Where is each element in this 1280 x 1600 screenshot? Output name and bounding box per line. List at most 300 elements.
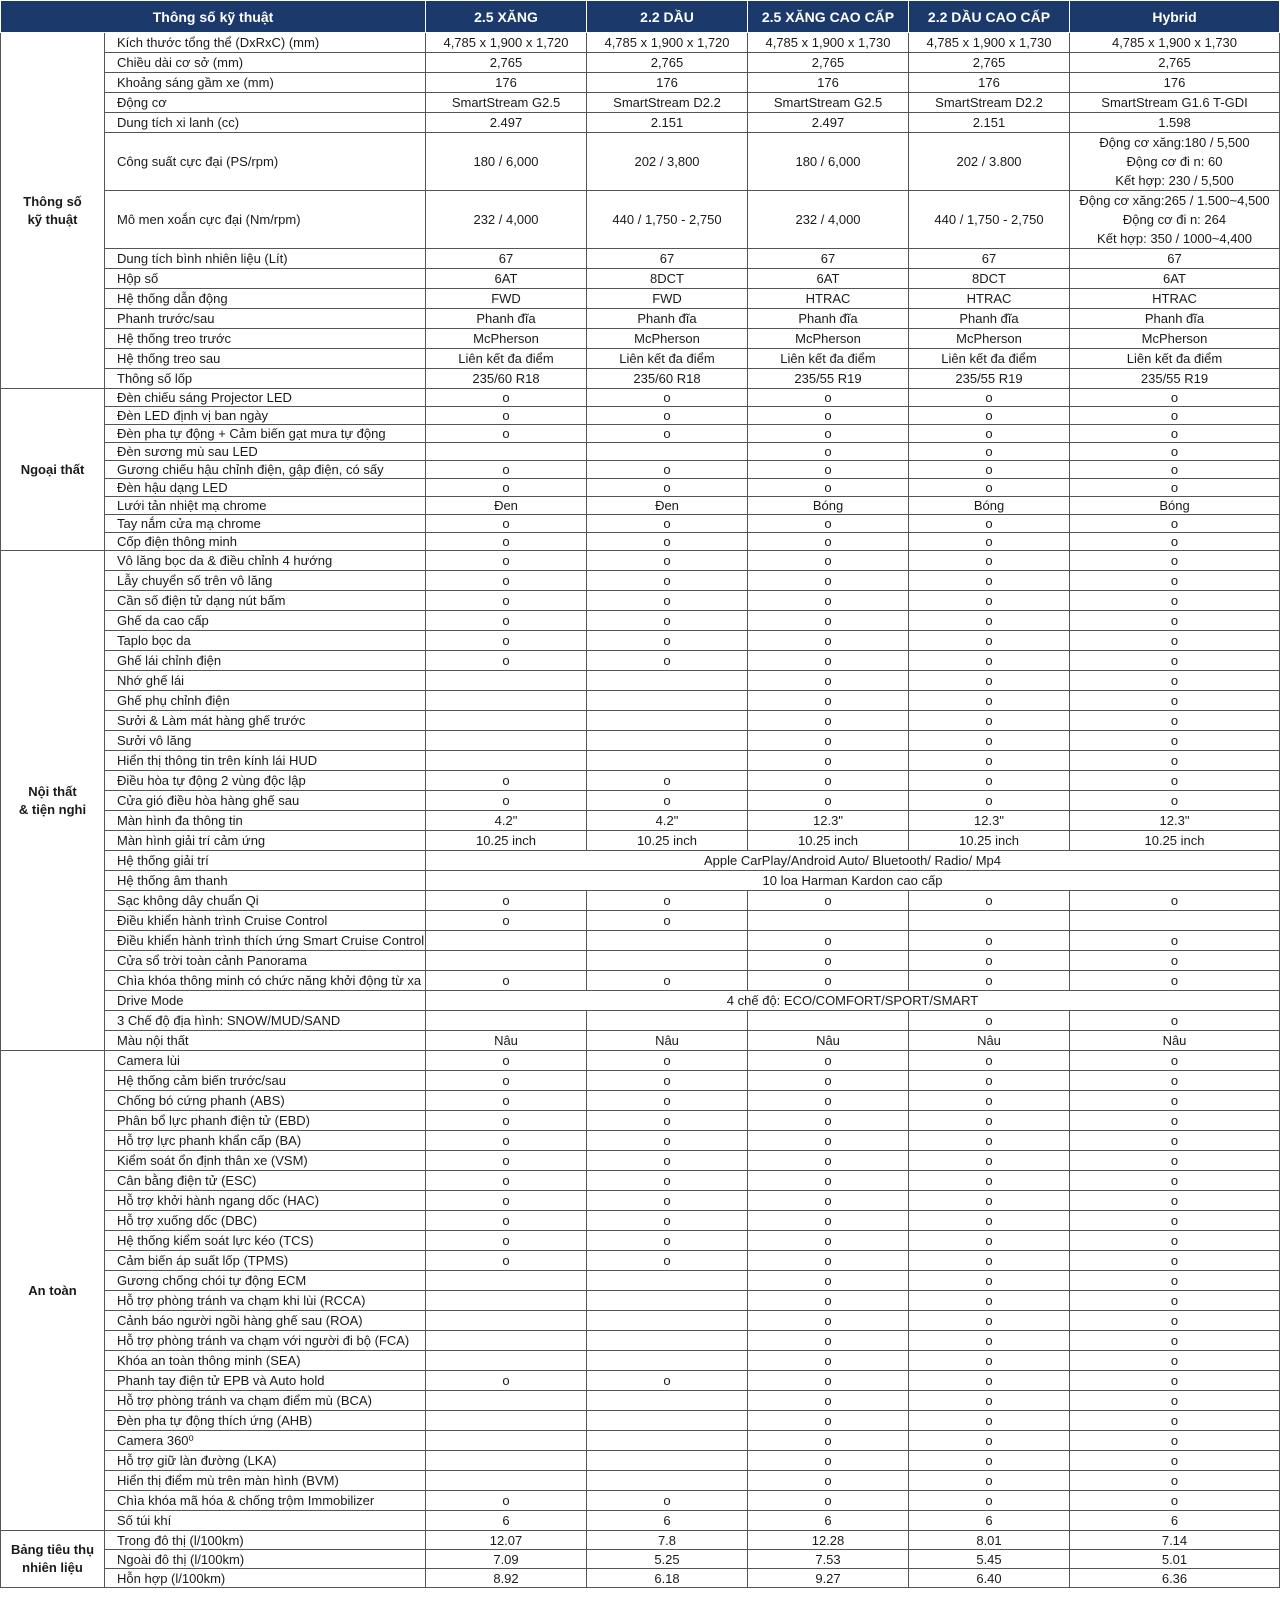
value-cell: o xyxy=(748,479,909,497)
value-cell: o xyxy=(909,407,1070,425)
value-cell: Bóng xyxy=(909,497,1070,515)
value-cell: o xyxy=(909,1291,1070,1311)
value-cell: o xyxy=(748,1171,909,1191)
value-cell: o xyxy=(1070,1151,1280,1171)
table-row xyxy=(1,1331,1280,1351)
value-cell: Nâu xyxy=(909,1031,1070,1051)
table-row xyxy=(1,751,1280,771)
feature-label: Phanh tay điện tử EPB và Auto hold xyxy=(105,1371,426,1391)
value-cell: Nâu xyxy=(426,1031,587,1051)
value-cell: o xyxy=(1070,1371,1280,1391)
table-row xyxy=(1,1231,1280,1251)
value-cell: o xyxy=(748,671,909,691)
value-cell: o xyxy=(748,1231,909,1251)
feature-label: Hệ thống treo sau xyxy=(105,349,426,369)
value-cell: o xyxy=(909,1071,1070,1091)
table-row xyxy=(1,851,1280,871)
feature-label: Cảm biến áp suất lốp (TPMS) xyxy=(105,1251,426,1271)
table-row xyxy=(1,951,1280,971)
value-cell: o xyxy=(1070,1431,1280,1451)
value-cell: Bóng xyxy=(748,497,909,515)
feature-label: Gương chiếu hậu chỉnh điện, gập điện, có sấy xyxy=(105,461,426,479)
value-cell: Đen xyxy=(426,497,587,515)
value-cell: o xyxy=(1070,1111,1280,1131)
value-cell: FWD xyxy=(587,289,748,309)
value-cell: o xyxy=(909,1251,1070,1271)
value-cell: Phanh đĩa xyxy=(909,309,1070,329)
value-cell: SmartStream D2.2 xyxy=(909,93,1070,113)
value-cell: 67 xyxy=(587,249,748,269)
value-cell: Liên kết đa điểm xyxy=(426,349,587,369)
value-cell: o xyxy=(748,1211,909,1231)
table-row xyxy=(1,407,1280,425)
value-cell: 2.151 xyxy=(587,113,748,133)
value-cell: 6.18 xyxy=(587,1569,748,1588)
feature-label: Hỗ trợ khởi hành ngang dốc (HAC) xyxy=(105,1191,426,1211)
value-cell: o xyxy=(909,461,1070,479)
value-cell: o xyxy=(1070,931,1280,951)
value-cell: SmartStream G2.5 xyxy=(426,93,587,113)
value-cell: o xyxy=(1070,591,1280,611)
value-cell: 176 xyxy=(748,73,909,93)
table-row xyxy=(1,771,1280,791)
feature-label: Dung tích xi lanh (cc) xyxy=(105,113,426,133)
feature-label: Chống bó cứng phanh (ABS) xyxy=(105,1091,426,1111)
value-cell xyxy=(587,1291,748,1311)
value-cell: o xyxy=(587,461,748,479)
value-cell: o xyxy=(1070,1191,1280,1211)
feature-label: Camera lùi xyxy=(105,1051,426,1071)
value-cell: Phanh đĩa xyxy=(587,309,748,329)
feature-label: Hỗ trợ phòng tránh va chạm với người đi bộ (FCA) xyxy=(105,1331,426,1351)
value-cell: Phanh đĩa xyxy=(1070,309,1280,329)
value-cell: o xyxy=(1070,691,1280,711)
feature-label: Cảnh báo người ngồi hàng ghế sau (ROA) xyxy=(105,1311,426,1331)
merged-value-cell: Apple CarPlay/Android Auto/ Bluetooth/ Radio/ Mp4 xyxy=(426,851,1280,871)
value-cell: 5.01 xyxy=(1070,1550,1280,1569)
feature-label: Dung tích bình nhiên liệu (Lít) xyxy=(105,249,426,269)
value-cell xyxy=(426,1011,587,1031)
value-cell: o xyxy=(587,425,748,443)
value-cell: 235/60 R18 xyxy=(426,369,587,389)
table-row xyxy=(1,53,1280,73)
feature-label: Công suất cực đại (PS/rpm) xyxy=(105,133,426,191)
value-cell: 6AT xyxy=(748,269,909,289)
table-row xyxy=(1,497,1280,515)
value-cell: 176 xyxy=(426,73,587,93)
feature-label: Cửa gió điều hòa hàng ghế sau xyxy=(105,791,426,811)
value-cell: o xyxy=(1070,551,1280,571)
feature-label: Hiển thị điểm mù trên màn hình (BVM) xyxy=(105,1471,426,1491)
value-cell: 4.2" xyxy=(426,811,587,831)
value-cell: o xyxy=(1070,631,1280,651)
header-variant: 2.5 XĂNG CAO CẤP xyxy=(748,1,909,33)
value-cell: o xyxy=(1070,1411,1280,1431)
value-cell: o xyxy=(748,1271,909,1291)
value-cell: o xyxy=(909,533,1070,551)
value-cell xyxy=(426,711,587,731)
value-cell: o xyxy=(909,1151,1070,1171)
value-cell: o xyxy=(587,771,748,791)
value-cell: o xyxy=(909,1471,1070,1491)
value-cell: o xyxy=(426,631,587,651)
header-spec-label: Thông số kỹ thuật xyxy=(1,1,426,33)
value-cell: o xyxy=(748,891,909,911)
value-cell: o xyxy=(587,551,748,571)
value-cell: o xyxy=(426,551,587,571)
table-row xyxy=(1,691,1280,711)
value-cell: o xyxy=(909,443,1070,461)
value-cell: 6 xyxy=(587,1511,748,1531)
value-cell: o xyxy=(426,611,587,631)
table-row xyxy=(1,1171,1280,1191)
value-cell: o xyxy=(1070,571,1280,591)
table-row xyxy=(1,711,1280,731)
header-variant: Hybrid xyxy=(1070,1,1280,33)
value-cell: 6AT xyxy=(426,269,587,289)
feature-label: Màn hình đa thông tin xyxy=(105,811,426,831)
value-cell: o xyxy=(1070,751,1280,771)
value-cell: o xyxy=(587,1111,748,1131)
value-cell: o xyxy=(1070,1311,1280,1331)
value-cell xyxy=(426,1351,587,1371)
feature-label: Hộp số xyxy=(105,269,426,289)
table-row xyxy=(1,1569,1280,1588)
feature-label: Hệ thống dẫn động xyxy=(105,289,426,309)
feature-label: Trong đô thị (l/100km) xyxy=(105,1531,426,1550)
value-cell: o xyxy=(1070,1091,1280,1111)
table-row xyxy=(1,991,1280,1011)
table-row xyxy=(1,1191,1280,1211)
feature-label: Màn hình giải trí cảm ứng xyxy=(105,831,426,851)
value-cell: 202 / 3.800 xyxy=(909,133,1070,191)
value-cell: o xyxy=(587,533,748,551)
feature-label: Sưởi vô lăng xyxy=(105,731,426,751)
value-cell: o xyxy=(748,1051,909,1071)
value-cell: o xyxy=(1070,731,1280,751)
value-cell: SmartStream G1.6 T-GDI xyxy=(1070,93,1280,113)
feature-label: Taplo bọc da xyxy=(105,631,426,651)
feature-label: Sưởi & Làm mát hàng ghế trước xyxy=(105,711,426,731)
table-row xyxy=(1,1071,1280,1091)
value-cell xyxy=(587,1351,748,1371)
feature-label: Đèn pha tự động + Cảm biến gạt mưa tự động xyxy=(105,425,426,443)
value-cell: 4,785 x 1,900 x 1,720 xyxy=(587,33,748,53)
table-row xyxy=(1,33,1280,53)
value-cell: o xyxy=(748,1431,909,1451)
value-cell: o xyxy=(1070,515,1280,533)
value-cell: FWD xyxy=(426,289,587,309)
feature-label: Phân bổ lực phanh điện tử (EBD) xyxy=(105,1111,426,1131)
value-cell: 7.14 xyxy=(1070,1531,1280,1550)
value-cell: 2,765 xyxy=(426,53,587,73)
value-cell: 12.3" xyxy=(1070,811,1280,831)
value-cell: o xyxy=(587,651,748,671)
table-row xyxy=(1,871,1280,891)
value-cell: o xyxy=(1070,1231,1280,1251)
table-row xyxy=(1,911,1280,931)
value-cell: o xyxy=(748,461,909,479)
feature-label: Hệ thống âm thanh xyxy=(105,871,426,891)
value-cell: o xyxy=(426,911,587,931)
value-cell: o xyxy=(1070,771,1280,791)
value-cell: 4,785 x 1,900 x 1,730 xyxy=(909,33,1070,53)
value-cell xyxy=(587,931,748,951)
table-row xyxy=(1,1531,1280,1550)
value-cell xyxy=(426,1271,587,1291)
value-cell: o xyxy=(426,1071,587,1091)
value-cell: o xyxy=(748,425,909,443)
feature-label: Điều khiển hành trình Cruise Control xyxy=(105,911,426,931)
value-cell: 6AT xyxy=(1070,269,1280,289)
value-cell: o xyxy=(587,1231,748,1251)
value-cell: o xyxy=(909,515,1070,533)
value-cell: 12.3" xyxy=(748,811,909,831)
table-row xyxy=(1,1491,1280,1511)
value-cell: 176 xyxy=(909,73,1070,93)
feature-label: Phanh trước/sau xyxy=(105,309,426,329)
table-row xyxy=(1,791,1280,811)
value-cell: o xyxy=(1070,1011,1280,1031)
value-cell: 7.53 xyxy=(748,1550,909,1569)
value-cell: o xyxy=(748,631,909,651)
value-cell: o xyxy=(426,971,587,991)
value-cell: 8DCT xyxy=(909,269,1070,289)
value-cell: 4,785 x 1,900 x 1,720 xyxy=(426,33,587,53)
value-cell: o xyxy=(909,1051,1070,1071)
value-cell: o xyxy=(1070,461,1280,479)
value-cell: o xyxy=(748,533,909,551)
value-cell: o xyxy=(748,1351,909,1371)
value-cell: o xyxy=(748,515,909,533)
value-cell: 2,765 xyxy=(1070,53,1280,73)
table-row xyxy=(1,425,1280,443)
value-cell xyxy=(587,1331,748,1351)
feature-label: Đèn sương mù sau LED xyxy=(105,443,426,461)
value-cell: o xyxy=(909,1491,1070,1511)
feature-label: Nhớ ghế lái xyxy=(105,671,426,691)
value-cell: o xyxy=(426,1171,587,1191)
value-cell: o xyxy=(748,1411,909,1431)
table-row xyxy=(1,191,1280,249)
header-variant: 2.5 XĂNG xyxy=(426,1,587,33)
value-cell: o xyxy=(587,1091,748,1111)
value-cell: 4,785 x 1,900 x 1,730 xyxy=(1070,33,1280,53)
value-cell: o xyxy=(587,1251,748,1271)
feature-label: Đèn LED định vị ban ngày xyxy=(105,407,426,425)
value-cell: o xyxy=(426,425,587,443)
value-cell: 10.25 inch xyxy=(748,831,909,851)
table-row xyxy=(1,1451,1280,1471)
value-cell xyxy=(426,1291,587,1311)
value-cell: o xyxy=(587,389,748,407)
value-cell: 67 xyxy=(426,249,587,269)
feature-label: Cửa sổ trời toàn cảnh Panorama xyxy=(105,951,426,971)
value-cell: 2.497 xyxy=(426,113,587,133)
table-row xyxy=(1,515,1280,533)
value-cell xyxy=(587,443,748,461)
value-cell: o xyxy=(587,1051,748,1071)
feature-label: Hỗn hợp (l/100km) xyxy=(105,1569,426,1588)
feature-label: Ghế phụ chỉnh điện xyxy=(105,691,426,711)
value-cell: o xyxy=(587,891,748,911)
value-cell: o xyxy=(748,951,909,971)
value-cell: o xyxy=(1070,1491,1280,1511)
table-row xyxy=(1,1550,1280,1569)
value-cell: o xyxy=(748,443,909,461)
value-cell: o xyxy=(748,771,909,791)
value-cell: o xyxy=(909,1211,1070,1231)
value-cell xyxy=(587,731,748,751)
value-cell: o xyxy=(426,461,587,479)
value-cell xyxy=(587,1391,748,1411)
value-cell: o xyxy=(1070,1351,1280,1371)
value-cell: 202 / 3,800 xyxy=(587,133,748,191)
value-cell: o xyxy=(587,407,748,425)
table-row xyxy=(1,731,1280,751)
feature-label: Hỗ trợ giữ làn đường (LKA) xyxy=(105,1451,426,1471)
feature-label: Hệ thống giải trí xyxy=(105,851,426,871)
value-cell xyxy=(587,951,748,971)
value-cell xyxy=(587,1471,748,1491)
value-cell: Liên kết đa điểm xyxy=(587,349,748,369)
table-row xyxy=(1,831,1280,851)
value-cell: o xyxy=(587,479,748,497)
value-cell: o xyxy=(1070,1451,1280,1471)
header-variant: 2.2 DẦU xyxy=(587,1,748,33)
table-row xyxy=(1,891,1280,911)
value-cell: o xyxy=(748,571,909,591)
merged-value-cell: 10 loa Harman Kardon cao cấp xyxy=(426,871,1280,891)
value-cell: o xyxy=(1070,1391,1280,1411)
feature-label: Hệ thống cảm biến trước/sau xyxy=(105,1071,426,1091)
value-cell xyxy=(587,691,748,711)
value-cell: 235/55 R19 xyxy=(748,369,909,389)
value-cell xyxy=(426,1331,587,1351)
table-row xyxy=(1,1031,1280,1051)
value-cell: o xyxy=(426,1491,587,1511)
feature-label: Khoảng sáng gầm xe (mm) xyxy=(105,73,426,93)
value-cell xyxy=(426,931,587,951)
feature-label: Đèn hậu dạng LED xyxy=(105,479,426,497)
value-cell: o xyxy=(1070,891,1280,911)
feature-label: Cốp điện thông minh xyxy=(105,533,426,551)
value-cell: 12.3" xyxy=(909,811,1070,831)
value-cell: o xyxy=(426,591,587,611)
value-cell: o xyxy=(748,751,909,771)
value-cell: o xyxy=(909,611,1070,631)
value-cell: o xyxy=(1070,651,1280,671)
value-cell: o xyxy=(426,1211,587,1231)
value-cell xyxy=(587,711,748,731)
value-cell: o xyxy=(909,931,1070,951)
value-cell: Nâu xyxy=(587,1031,748,1051)
table-row xyxy=(1,443,1280,461)
value-cell xyxy=(587,1271,748,1291)
value-cell: o xyxy=(748,1151,909,1171)
table-row xyxy=(1,1131,1280,1151)
value-cell: o xyxy=(748,1451,909,1471)
value-cell: o xyxy=(909,1371,1070,1391)
value-cell: o xyxy=(426,1151,587,1171)
table-row xyxy=(1,611,1280,631)
value-cell: o xyxy=(909,1191,1070,1211)
value-cell: 235/55 R19 xyxy=(909,369,1070,389)
table-row xyxy=(1,971,1280,991)
value-cell: o xyxy=(909,631,1070,651)
value-cell: 12.07 xyxy=(426,1531,587,1550)
table-row xyxy=(1,571,1280,591)
value-cell: o xyxy=(909,1431,1070,1451)
value-cell xyxy=(587,1411,748,1431)
value-cell: McPherson xyxy=(426,329,587,349)
value-cell: o xyxy=(748,1371,909,1391)
feature-label: Kiểm soát ổn định thân xe (VSM) xyxy=(105,1151,426,1171)
value-cell: o xyxy=(909,791,1070,811)
value-cell xyxy=(587,1451,748,1471)
feature-label: Chìa khóa mã hóa & chống trộm Immobilizer xyxy=(105,1491,426,1511)
value-cell: o xyxy=(426,651,587,671)
value-cell xyxy=(587,1431,748,1451)
table-row xyxy=(1,631,1280,651)
value-cell: o xyxy=(909,1271,1070,1291)
value-cell: o xyxy=(748,731,909,751)
value-cell: o xyxy=(1070,389,1280,407)
value-cell: SmartStream D2.2 xyxy=(587,93,748,113)
value-cell: o xyxy=(909,771,1070,791)
value-cell: o xyxy=(426,791,587,811)
value-cell: o xyxy=(1070,671,1280,691)
section-label: Nội thất & tiện nghi xyxy=(1,551,105,1051)
value-cell: o xyxy=(587,1071,748,1091)
value-cell: o xyxy=(909,1451,1070,1471)
value-cell xyxy=(426,671,587,691)
table-row xyxy=(1,1411,1280,1431)
value-cell: o xyxy=(587,611,748,631)
value-cell: o xyxy=(587,1211,748,1231)
value-cell: Liên kết đa điểm xyxy=(909,349,1070,369)
feature-label: Hỗ trợ phòng tránh va chạm điểm mù (BCA) xyxy=(105,1391,426,1411)
value-cell: o xyxy=(426,771,587,791)
value-cell: o xyxy=(909,551,1070,571)
value-cell: 6 xyxy=(1070,1511,1280,1531)
feature-label: Ghế lái chỉnh điện xyxy=(105,651,426,671)
value-cell: McPherson xyxy=(748,329,909,349)
value-cell: o xyxy=(909,1111,1070,1131)
value-cell xyxy=(426,951,587,971)
value-cell: Động cơ xăng:180 / 5,500 Động cơ đi n: 60 Kết hợp: 230 / 5,500 xyxy=(1070,133,1280,191)
value-cell: o xyxy=(748,791,909,811)
value-cell: o xyxy=(1070,533,1280,551)
value-cell: Liên kết đa điểm xyxy=(748,349,909,369)
value-cell: o xyxy=(426,1111,587,1131)
value-cell: o xyxy=(909,1231,1070,1251)
feature-label: 3 Chế độ địa hình: SNOW/MUD/SAND xyxy=(105,1011,426,1031)
value-cell: SmartStream G2.5 xyxy=(748,93,909,113)
value-cell: o xyxy=(426,1251,587,1271)
value-cell: o xyxy=(1070,1271,1280,1291)
section-label: Thông số kỹ thuật xyxy=(1,33,105,389)
value-cell: o xyxy=(748,711,909,731)
value-cell: o xyxy=(909,1091,1070,1111)
value-cell: o xyxy=(748,1491,909,1511)
value-cell: o xyxy=(587,1171,748,1191)
table-row xyxy=(1,113,1280,133)
value-cell: o xyxy=(909,1331,1070,1351)
table-row xyxy=(1,1311,1280,1331)
value-cell: 232 / 4,000 xyxy=(426,191,587,249)
section-label: An toàn xyxy=(1,1051,105,1531)
